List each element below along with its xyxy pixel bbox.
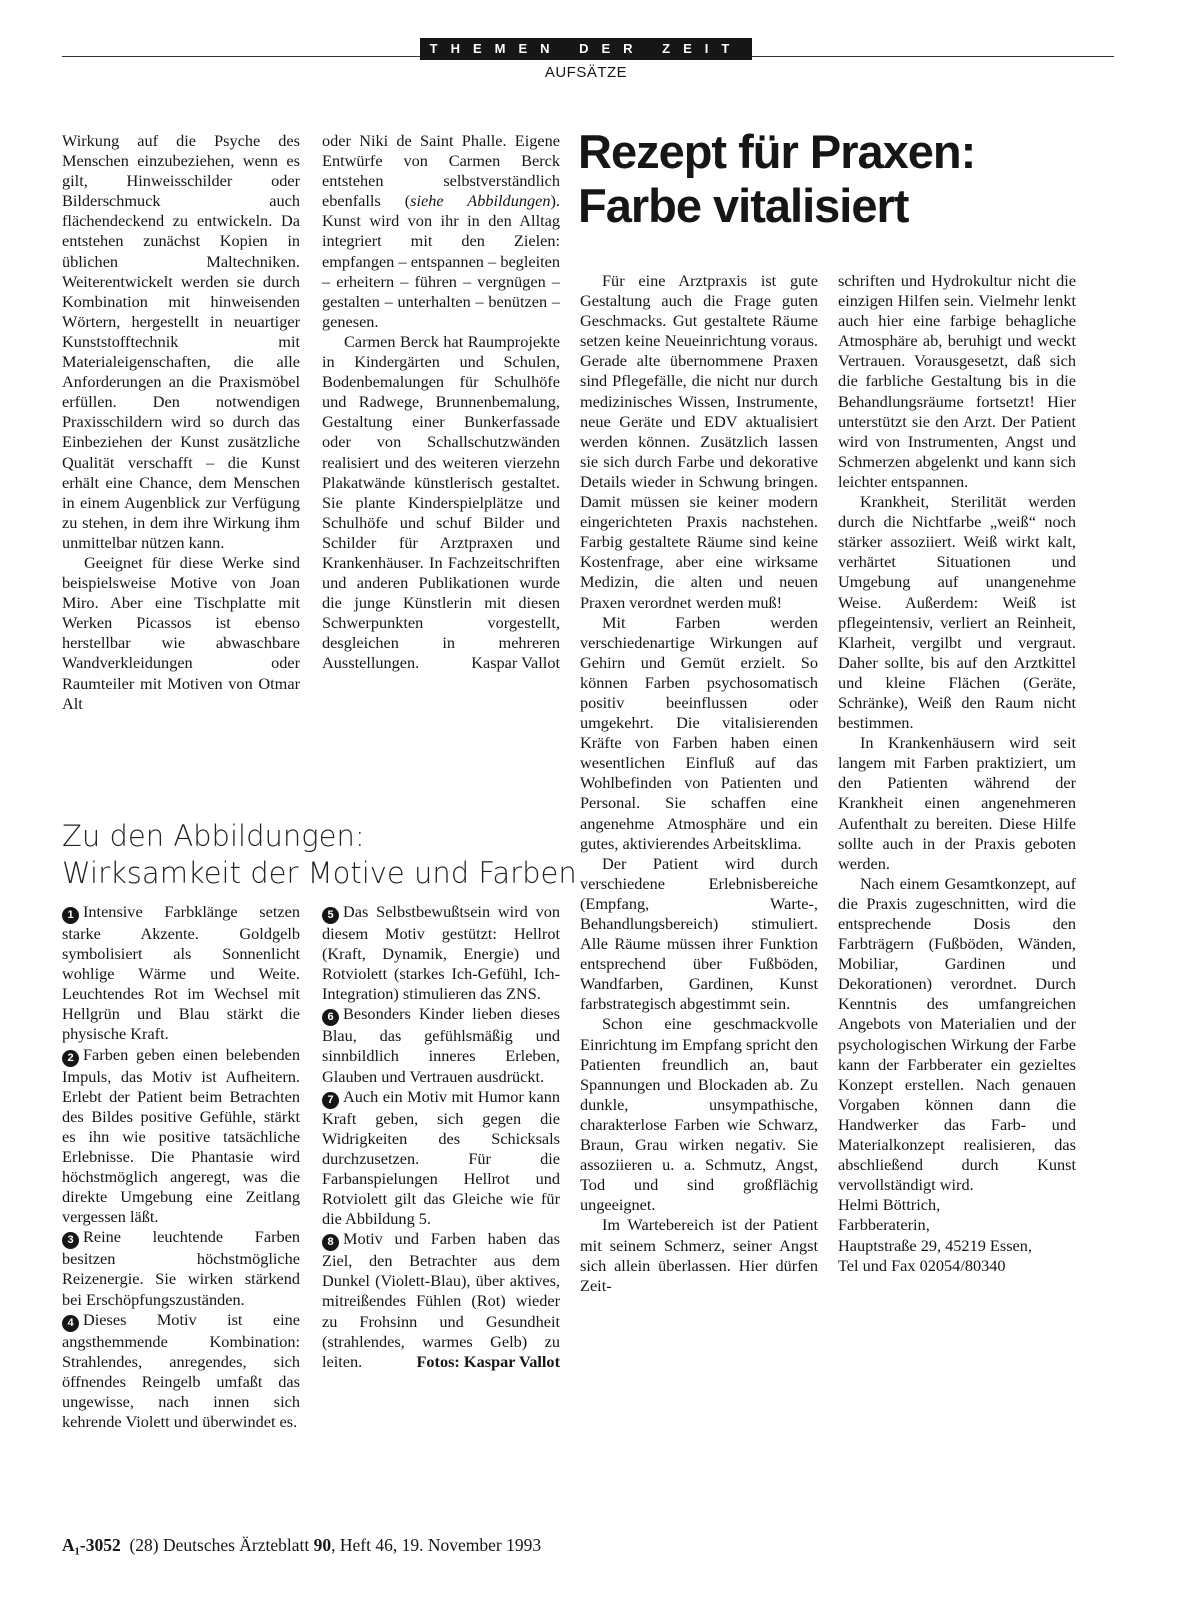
signature-line: Helmi Böttrich, (838, 1195, 941, 1215)
captions-column-1 (62, 902, 300, 1432)
number-badge-icon: 2 (62, 1050, 79, 1067)
page-folio: A₁-3052 (62, 1535, 121, 1555)
article-column-3 (580, 271, 818, 1296)
caption-text: Das Selbstbewußtsein wird von diesem Motiv gestützt: Hellrot (Kraft, Dynamik, Energie) und Rotviolett (starkes Ich-Gefühl, Ich-Integration) stimulieren das ZNS. (322, 902, 560, 1004)
journal-volume: 90 (313, 1535, 332, 1555)
journal-citation: (28) Deutsches Ärzteblatt (129, 1535, 310, 1555)
section-banner: THEMEN DER ZEIT (420, 38, 752, 60)
paragraph: Wirkung auf die Psyche des Menschen einzubeziehen, wenn es gilt, Hinweisschilder oder Bilderschmuck auch flächendeckend zu entwickeln. Da entstehen zunächst Kopien in üblichen Maltechniken. Weiterentwickelt werden sie durch Kombination mit hinweisenden Wörtern, hergestellt in neuartiger Kunststofftechnik mit Materialeigenschaften, die alle Anforderungen an die Praxismöbel erfüllen. Den notwendigen Praxisschildern wird so durch das Einbeziehen der Kunst zusätzliche Qualität verschafft – die Kunst erhält eine Chance, dem Menschen in einem Augenblick zur Verfügung zu stehen, in dem ihre Wirkung ihm unmittelbar nützen kann. (62, 131, 300, 552)
page-footer (62, 1535, 762, 1555)
captions-heading (62, 818, 582, 892)
section-label: AUFSÄTZE (544, 64, 628, 81)
captions-heading-line: Zu den Abbildungen: (62, 819, 365, 853)
paragraph: Schon eine geschmackvolle Einrichtung im Empfang spricht den Patienten freundlich an, baut Spannungen und Blockaden ab. Zu dunkle, unsympathische, charakterlose Farben wie Schwarz, Braun, Grau wirken negativ. Sie assoziieren u. a. Schmutz, Angst, Tod und sind großflächig ungeeignet. (580, 1014, 818, 1215)
paragraph: Mit Farben werden verschiedenartige Wirkungen auf Gehirn und Gemüt erzielt. So können Farben psychosomatisch positiv beeinflussen oder umgekehrt. Die vitalisierenden Kräfte von Farben haben einen wesentlichen Einfluß auf das Wohlbefinden von Patienten und Personal. Sie schaffen eine angenehme Atmosphäre und ein gutes, aktivierendes Arbeitsklima. (580, 612, 818, 853)
paragraph: Nach einem Gesamtkonzept, auf die Praxis zugeschnitten, wird die entsprechende Dosis den Farbträgern (Fußböden, Wänden, Mobiliar, Gardinen und Dekorationen) verordnet. Durch Kenntnis des umfangreichen Angebots von Materialien und der psychologischen Wirkung der Farbe kann der Farbberater ein gezieltes Konzept erstellen. Nach genauen Vorgaben können dann die Handwerker das Farb- und Materialkonzept realisieren, das abschließend durch Kunst vervollständigt wird. (838, 873, 1076, 1195)
author-signature (838, 1195, 1076, 1275)
paragraph: Im Wartebereich ist der Patient mit seinem Schmerz, seiner Angst sich allein überlassen. Hier dürfen Zeit- (580, 1215, 818, 1295)
text-run: oder Niki de Saint Phalle. Eigene Entwürfe von Carmen Berck entstehen selbstverständlich ebenfalls ( (322, 131, 560, 211)
captions-column-2 (322, 902, 560, 1372)
caption-item (62, 1045, 300, 1228)
paragraph: In Krankenhäusern wird seit langem mit Farben praktiziert, um den Patienten während der Krankheit einen angenehmeren Aufenthalt zu bereiten. Diese Hilfe sollte auch in der Praxis geboten werden. (838, 733, 1076, 873)
journal-issue: , Heft 46, 19. November 1993 (331, 1535, 542, 1555)
author-name: Kaspar Vallot (471, 653, 560, 673)
caption-text: Dieses Motiv ist eine angsthemmende Kombination: Strahlendes, anregendes, sich öffnendes Reingelb umfaßt das ungewisse, nach innen sich kehrende Violett und überwindet es. (62, 1309, 300, 1431)
caption-text: Reine leuchtende Farben besitzen höchstmögliche Reizenergie. Sie wirken stärkend bei Erschöpfungszuständen. (62, 1227, 300, 1309)
text-run: Carmen Berck hat Raumprojekte in Kindergärten und Schulen, Bodenbemalungen für Schulhöfe und Radwege, Brunnenbemalung, Gestaltung einer Bunkerfassade oder von Schallschutzwänden realisiert und des weiteren vierzehn Plakatwände künstlerisch gestaltet. Sie plante Kinderspielplätze und Schulhöfe und schuf Bilder und Schilder für Arztpraxen und Krankenhäuser. In Fachzeitschriften und anderen Publikationen wurde die junge Künstlerin mit diesen Schwerpunkten vorgestellt, desgleichen in mehreren Ausstellungen. (322, 331, 560, 673)
paragraph: schriften und Hydrokultur nicht die einzigen Hilfen sein. Vielmehr lenkt auch hier eine farbige behagliche Atmosphäre ab, beruhigt und weckt Vertrauen. Vorausgesetzt, daß sich die farbliche Gestaltung bis in die Behandlungsräume fortsetzt! Hier unterstützt sie den Arzt. Der Patient wird von Instrumenten, Angst und Schmerzen abgelenkt und kann sich leichter entspannen. (838, 271, 1076, 491)
paragraph: Krankheit, Sterilität werden durch die Nichtfarbe „weiß“ noch stärker assoziiert. Weiß wirkt kalt, verhärtet Situationen und Umgebung auf unangenehme Weise. Außerdem: Weiß ist pflegeintensiv, verliert an Reinheit, Klarheit, vergilbt und vergraut. Daher sollte, bis auf den Arztkittel und kleine Flächen (Geräte, Schränke), Weiß den Raum nicht bestimmen. (838, 492, 1076, 733)
caption-item (322, 1087, 560, 1230)
caption-item (322, 1229, 560, 1372)
paragraph: Der Patient wird durch verschiedene Erlebnisbereiche (Empfang, Warte-, Behandlungsbereich) stimuliert. Alle Räume müssen ihrer Funktion entsprechend über Fußböden, Wandfarben, Gardinen, Kunst farbstrategisch abgestimmt sein. (580, 853, 818, 1014)
signature-line: Hauptstraße 29, 45219 Essen, (838, 1235, 1032, 1255)
signature-line: Tel und Fax 02054/80340 (838, 1255, 1006, 1275)
caption-item (62, 1310, 300, 1432)
caption-text: Motiv und Farben haben das Ziel, den Betrachter aus dem Dunkel (Violett-Blau), über aktives, mitreißendes Fühlen (Rot) wieder zu Frohsinn und Gesundheit (strahlendes, warmes Gelb) zu leiten. (322, 1229, 560, 1371)
paragraph (322, 131, 560, 332)
paragraph: Geeignet für diese Werke sind beispielsweise Motive von Joan Miro. Aber eine Tischplatte mit Werken Picassos ist ebenso herstellbar wie abwaschbare Wandverkleidungen oder Raumteiler mit Motiven von Otmar Alt (62, 552, 300, 713)
caption-text: Intensive Farbklänge setzen starke Akzente. Goldgelb symbolisiert als Sonnenlicht wohlige Wärme und Weite. Leuchtendes Rot im Wechsel mit Hellgrün und Blau stärkt die physische Kraft. (62, 902, 300, 1044)
number-badge-icon: 8 (322, 1234, 339, 1251)
caption-item (322, 902, 560, 1004)
article-headline: Rezept für Praxen: Farbe vitalisiert (578, 125, 976, 232)
text-run: ). Kunst wird von ihr in den Alltag integriert mit den Zielen: empfangen – entspannen – begleiten – erheitern – führen – vergnügen – gestalten – unterhalten – benützen – genesen. (322, 191, 560, 331)
caption-text: Auch ein Motiv mit Humor kann Kraft geben, sich gegen die Widrigkeiten des Schicksals durchzusetzen. Für die Farbanspielungen Hellrot und Rotviolett gilt das Gleiche wie für die Abbildung 5. (322, 1086, 560, 1229)
caption-item (322, 1004, 560, 1086)
caption-text: Farben geben einen belebenden Impuls, das Motiv ist Aufheitern. Erlebt der Patient beim Betrachten des Bildes positive Gefühle, stärkt es ihn wie positive tatsächliche Erlebnisse. Die Phantasie wird höchstmöglich angeregt, was die direkte Umgebung eine Zeitlang vergessen läßt. (62, 1044, 300, 1227)
paragraph (322, 332, 560, 674)
signature-line: Farbberaterin, (838, 1215, 930, 1235)
number-badge-icon: 1 (62, 907, 79, 924)
number-badge-icon: 6 (322, 1009, 339, 1026)
captions-heading-line: Wirksamkeit der Motive und Farben (62, 856, 577, 890)
caption-item (62, 902, 300, 1045)
article-column-2 (322, 131, 560, 674)
caption-item (62, 1227, 300, 1309)
article-column-1 (62, 131, 300, 714)
number-badge-icon: 4 (62, 1315, 79, 1332)
number-badge-icon: 3 (62, 1232, 79, 1249)
photo-credit: Fotos: Kaspar Vallot (416, 1351, 560, 1371)
number-badge-icon: 5 (322, 907, 339, 924)
number-badge-icon: 7 (322, 1092, 339, 1109)
article-column-4 (838, 271, 1076, 1276)
caption-text: Besonders Kinder lieben dieses Blau, das gefühlsmäßig und sinnbildlich inneres Erleben, Glauben und Vertrauen ausdrückt. (322, 1004, 560, 1086)
paragraph: Für eine Arztpraxis ist gute Gestaltung auch die Frage guten Geschmacks. Gut gestaltete Räume setzen keine Neueinrichtung voraus. Gerade alte übernommene Praxen sind Pflegefälle, die nicht nur durch medizinisches Wissen, Instrumente, neue Geräte und EDV aktualisiert werden können. Zusätzlich lassen sie sich durch Farbe und dekorative Details wieder in Schwung bringen. Damit müssen sie keiner modern eingerichteten Praxis nachstehen. Farbig gestaltete Räume sind keine Kostenfrage, aber eine wirksame Medizin, die alten und neuen Praxen verordnet werden muß! (580, 271, 818, 612)
text-run-italic: siehe Abbildungen (410, 191, 551, 211)
